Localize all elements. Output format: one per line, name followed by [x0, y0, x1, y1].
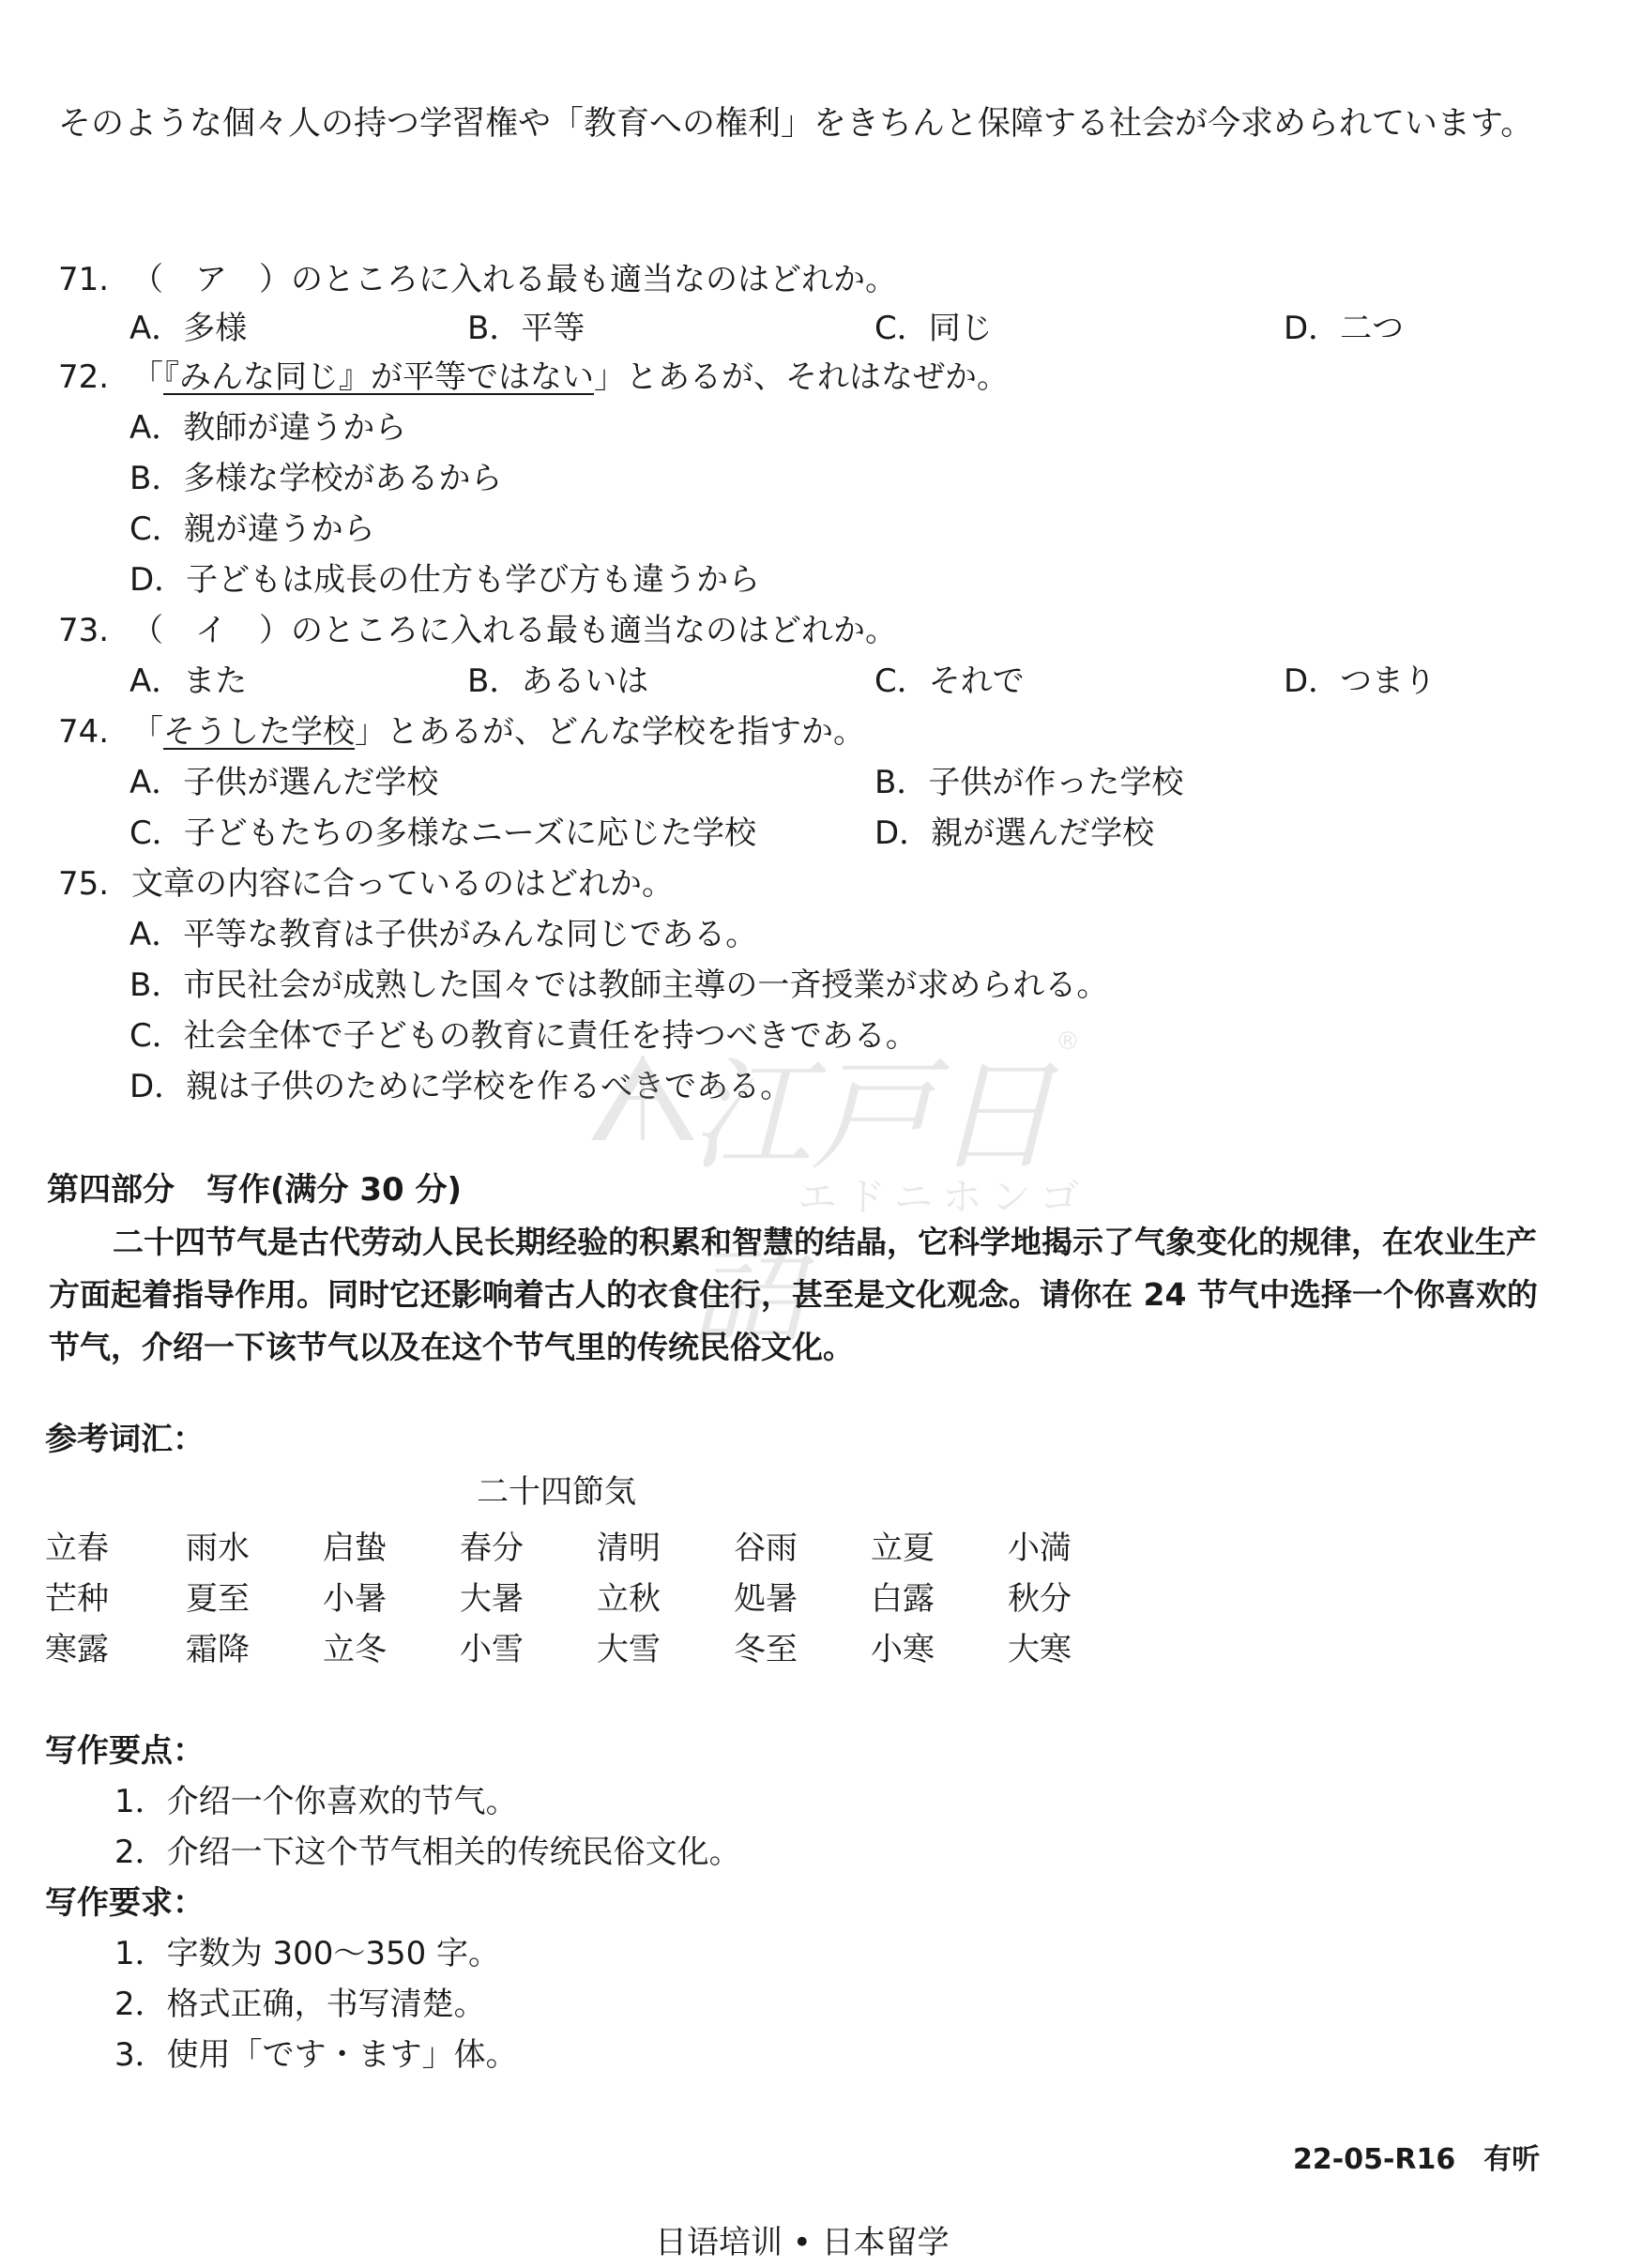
option-73-b: B．あるいは — [467, 662, 649, 700]
watermark-kana: エドニホンゴ — [798, 1174, 1089, 1220]
solar-term: 秋分 — [1008, 1580, 1072, 1618]
solar-term: 春分 — [460, 1530, 524, 1567]
point-item: 1．介绍一个你喜欢的节气。 — [114, 1783, 518, 1820]
solar-term: 小雪 — [460, 1631, 524, 1668]
option-71-d: D．二つ — [1284, 310, 1405, 347]
registered-mark: ® — [1056, 1027, 1080, 1056]
question-text: （ ア ）のところに入れる最も適当なのはどれか。 — [131, 261, 897, 298]
option-72-c: C．親が違うから — [129, 510, 375, 548]
solar-term: 立夏 — [871, 1530, 935, 1567]
solar-term: 霜降 — [186, 1631, 250, 1668]
underlined-phrase: そうした学校 — [163, 713, 355, 751]
vocab-label: 参考词汇： — [45, 1421, 205, 1458]
requirement-item: 3．使用「です・ます」体。 — [114, 2036, 518, 2074]
question-73 — [58, 608, 897, 653]
requirement-item: 2．格式正确，书写清楚。 — [114, 1986, 486, 2023]
option-72-a: A．教師が違うから — [129, 409, 407, 447]
solar-term: 小満 — [1008, 1530, 1072, 1567]
option-74-a: A．子供が選んだ学校 — [129, 764, 439, 801]
question-72 — [58, 355, 1009, 400]
question-71 — [58, 257, 897, 302]
points-label: 写作要点： — [45, 1732, 205, 1770]
option-75-a: A．平等な教育は子供がみんな同じである。 — [129, 916, 758, 953]
question-text: 」とあるが、どんな学校を指すか。 — [355, 713, 865, 751]
question-text: 文章の内容に合っているのはどれか。 — [131, 865, 674, 903]
point-item: 2．介绍一下这个节气相关的传统民俗文化。 — [114, 1834, 741, 1871]
solar-term: 小暑 — [323, 1580, 387, 1618]
question-75 — [58, 861, 674, 906]
option-74-d: D．親が選んだ学校 — [874, 814, 1155, 852]
underlined-phrase: 『みんな同じ』が平等ではない — [163, 358, 594, 396]
solar-term: 大寒 — [1008, 1631, 1072, 1668]
solar-term: 雨水 — [186, 1530, 250, 1567]
solar-term: 夏至 — [186, 1580, 250, 1618]
solar-term: 処暑 — [734, 1580, 798, 1618]
section-title: 第四部分 写作(满分 30 分) — [47, 1171, 463, 1209]
question-number: 74. — [58, 713, 110, 751]
question-number: 73. — [58, 612, 110, 649]
requirement-item: 1．字数为 300～350 字。 — [114, 1935, 501, 1972]
question-number: 71. — [58, 261, 110, 298]
solar-term: 立春 — [45, 1530, 109, 1567]
option-71-c: C．同じ — [874, 310, 993, 347]
option-72-d: D．子どもは成長の仕方も学び方も違うから — [129, 561, 761, 599]
solar-term: 大雪 — [597, 1631, 661, 1668]
solar-term: 白露 — [871, 1580, 935, 1618]
footer-text: 日语培训 • 日本留学 — [655, 2224, 950, 2261]
quote-open: 「 — [131, 713, 163, 751]
option-71-b: B．平等 — [467, 310, 585, 347]
watermark-text: 江戸日語 — [690, 1044, 1057, 1362]
vocab-title: 二十四節気 — [477, 1473, 636, 1511]
question-text: 」とあるが、それはなぜか。 — [594, 358, 1009, 396]
option-73-d: D．つまり — [1284, 662, 1437, 700]
solar-term: 谷雨 — [734, 1530, 798, 1567]
option-75-d: D．親は子供のために学校を作るべきである。 — [129, 1068, 793, 1105]
question-number: 75. — [58, 865, 110, 903]
solar-term: 冬至 — [734, 1631, 798, 1668]
solar-term: 小寒 — [871, 1631, 935, 1668]
essay-prompt: 二十四节气是古代劳动人民长期经验的积累和智慧的结晶，它科学地揭示了气象变化的规律，在农业生产方面起着指导作用。同时它还影响着古人的衣食住行，甚至是文化观念。请你在 24 节气中选择一个你喜欢的节气，介绍一下该节气以及在这个节气里的传统民俗文化。 — [49, 1224, 1538, 1365]
solar-term: 清明 — [597, 1530, 661, 1567]
solar-term: 启蛰 — [323, 1530, 387, 1567]
requirements-label: 写作要求： — [45, 1884, 205, 1922]
quote-open: 「 — [131, 358, 163, 396]
option-74-b: B．子供が作った学校 — [874, 764, 1184, 801]
option-71-a: A．多様 — [129, 310, 248, 347]
question-text: （ イ ）のところに入れる最も適当なのはどれか。 — [131, 612, 897, 649]
solar-term: 立冬 — [323, 1631, 387, 1668]
question-74 — [58, 709, 865, 754]
option-72-b: B．多様な学校があるから — [129, 460, 503, 497]
question-number: 72. — [58, 358, 110, 396]
option-75-b: B．市民社会が成熟した国々では教師主導の一斉授業が求められる。 — [129, 967, 1109, 1004]
intro-paragraph: そのような個々人の持つ学習権や「教育への権利」をきちんと保障する社会が今求められています。 — [58, 105, 1534, 143]
exam-code: 22-05-R16 有听 — [1293, 2143, 1541, 2176]
option-75-c: C．社会全体で子どもの教育に責任を持つべきである。 — [129, 1017, 918, 1055]
solar-term: 立秋 — [597, 1580, 661, 1618]
solar-term: 大暑 — [460, 1580, 524, 1618]
option-73-c: C．それで — [874, 662, 1025, 700]
option-74-c: C．子どもたちの多様なニーズに応じた学校 — [129, 814, 757, 852]
solar-term: 寒露 — [45, 1631, 109, 1668]
option-73-a: A．また — [129, 662, 248, 700]
solar-term: 芒种 — [45, 1580, 109, 1618]
